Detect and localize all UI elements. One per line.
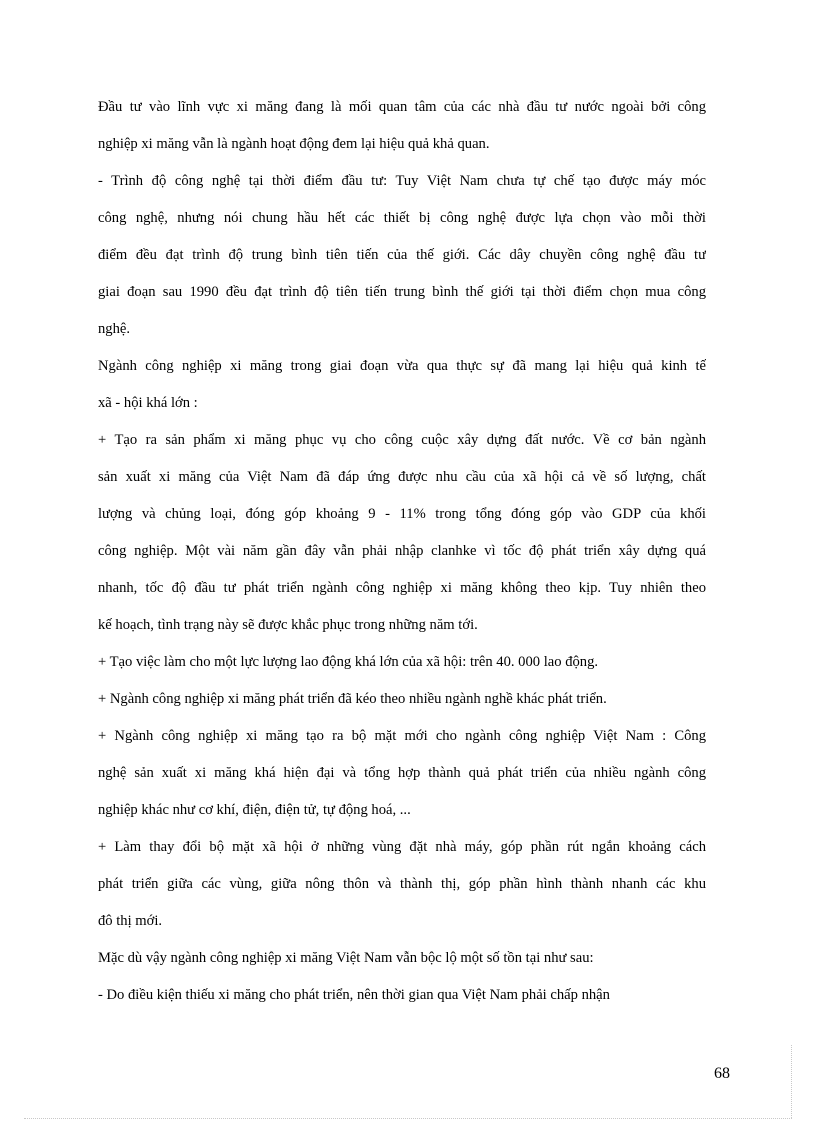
text-line: + Tạo việc làm cho một lực lượng lao động khá lớn của xã hội: trên 40. 000 lao động. bbox=[98, 654, 599, 670]
page-number: 68 bbox=[714, 1065, 730, 1082]
text-line: giai đoạn sau 1990 đều đạt trình độ tiên tiến trung bình thế giới tại thời điểm chọn mua công bbox=[98, 284, 706, 300]
text-line: nghệ. bbox=[98, 321, 131, 337]
text-line: Đầu tư vào lĩnh vực xi măng đang là mối quan tâm của các nhà đầu tư nước ngoài bởi công bbox=[98, 99, 706, 115]
body-text bbox=[98, 94, 706, 1019]
text-line: + Tạo ra sản phẩm xi măng phục vụ cho công cuộc xây dựng đất nước. Về cơ bản ngành bbox=[98, 432, 706, 448]
text-line: nghệ sản xuất xi măng khá hiện đại và tổng hợp thành quả phát triển của nhiều ngành công bbox=[98, 765, 706, 781]
text-line: + Ngành công nghiệp xi măng phát triển đã kéo theo nhiều ngành nghề khác phát triển. bbox=[98, 691, 607, 707]
text-line: Ngành công nghiệp xi măng trong giai đoạn vừa qua thực sự đã mang lại hiệu quả kinh tế bbox=[98, 358, 706, 374]
text-line: lượng và chủng loại, đóng góp khoảng 9 - 11% trong tổng đóng góp vào GDP của khối bbox=[98, 506, 706, 522]
text-line: + Làm thay đổi bộ mặt xã hội ở những vùng đặt nhà máy, góp phần rút ngắn khoảng cách bbox=[98, 839, 706, 855]
text-line: + Ngành công nghiệp xi măng tạo ra bộ mặt mới cho ngành công nghiệp Việt Nam : Công bbox=[98, 728, 706, 744]
text-line: - Trình độ công nghệ tại thời điểm đầu tư: Tuy Việt Nam chưa tự chế tạo được máy móc bbox=[98, 173, 706, 189]
text-line: xã - hội khá lớn : bbox=[98, 395, 198, 411]
text-line: sản xuất xi măng của Việt Nam đã đáp ứng được nhu cầu của xã hội cả về số lượng, chất bbox=[98, 469, 706, 485]
text-line: công nghiệp. Một vài năm gần đây vẫn phải nhập clanhke vì tốc độ phát triển xây dựng quá bbox=[98, 543, 706, 559]
text-line: nghiệp xi măng vẫn là ngành hoạt động đem lại hiệu quả khả quan. bbox=[98, 136, 490, 152]
text-line: nghiệp khác như cơ khí, điện, điện tử, tự động hoá, ... bbox=[98, 802, 411, 818]
text-line: phát triển giữa các vùng, giữa nông thôn và thành thị, góp phần hình thành nhanh các khu bbox=[98, 876, 706, 892]
text-line: điểm đều đạt trình độ trung bình tiên tiến của thế giới. Các dây chuyền công nghệ đầu tư bbox=[98, 247, 706, 263]
page-border-right bbox=[791, 1045, 792, 1118]
text-line: - Do điều kiện thiếu xi măng cho phát triển, nên thời gian qua Việt Nam phải chấp nhận bbox=[98, 987, 610, 1003]
text-line: đô thị mới. bbox=[98, 913, 163, 929]
text-line: công nghệ, nhưng nói chung hầu hết các thiết bị công nghệ được lựa chọn vào mỗi thời bbox=[98, 210, 706, 226]
text-line: kế hoạch, tình trạng này sẽ được khắc phục trong những năm tới. bbox=[98, 617, 478, 633]
text-line: nhanh, tốc độ đầu tư phát triển ngành công nghiệp xi măng không theo kịp. Tuy nhiên theo bbox=[98, 580, 706, 596]
text-line: Mặc dù vậy ngành công nghiệp xi măng Việt Nam vẫn bộc lộ một số tồn tại như sau: bbox=[98, 950, 594, 966]
page-border-bottom bbox=[24, 1118, 792, 1119]
